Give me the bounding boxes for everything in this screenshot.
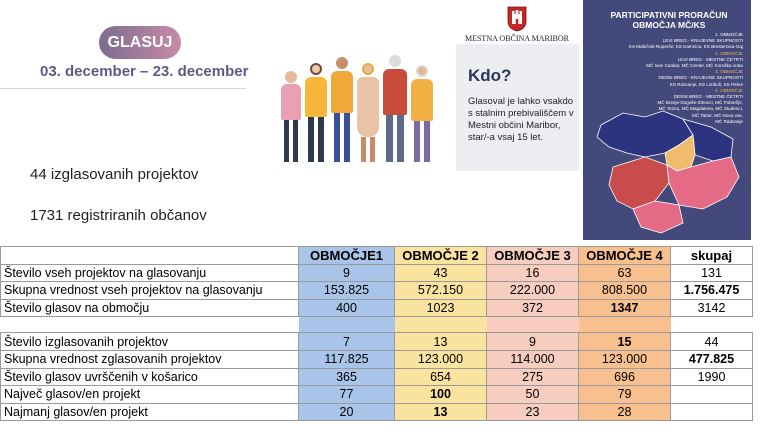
table-cell: 114.000 (487, 350, 579, 368)
map-legend-line: DESNI BREG - KRAJEVNE SKUPNOSTI (658, 75, 743, 81)
table-row (1, 368, 753, 386)
voted-projects-stat: 44 izglasovanih projektov (30, 166, 199, 183)
map-legend-line: 4. OBMOČJE (715, 87, 743, 93)
map-legend-line: LEVI BREG - KRAJEVNE SKUPNOSTI (662, 38, 743, 44)
row-label: Skupna vrednost zglasovanih projektov (1, 350, 299, 368)
table-cell: 222.000 (487, 282, 579, 300)
table-header-cell: OBMOČJE 4 (579, 247, 671, 265)
area-map-poster (583, 0, 751, 240)
row-label: Število vseh projektov na glasovanju (1, 264, 299, 282)
table-cell: 44 (671, 333, 753, 351)
map-legend-line: 1. OBMOČJE (715, 32, 743, 37)
table-row (1, 386, 753, 404)
table-cell: 654 (395, 368, 487, 386)
table-cell: 808.500 (579, 282, 671, 300)
municipality-logo (462, 6, 572, 46)
table-cell: 50 (487, 386, 579, 404)
table-row (1, 333, 753, 351)
table-header-cell: OBMOČJE 2 (395, 247, 487, 265)
date-range: 03. december – 23. december (40, 63, 249, 80)
table-row (1, 264, 753, 282)
table-cell: 20 (299, 403, 395, 421)
table-header-cell (1, 247, 299, 265)
map-legend-line: MČ Tabor, MČ Nova vas, (692, 112, 743, 118)
table-cell: 77 (299, 386, 395, 404)
table-cell: 1990 (671, 368, 753, 386)
municipality-name: MESTNA OBČINA MARIBOR (464, 34, 569, 43)
row-label: Število izglasovanih projektov (1, 333, 299, 351)
table-cell: 100 (395, 386, 487, 404)
table-cell: 365 (299, 368, 395, 386)
table-cell: 123.000 (579, 350, 671, 368)
spacer-cell (579, 317, 671, 333)
table-cell: 400 (299, 299, 395, 317)
map-title-line2: OBMOČJA MČ/KS (632, 20, 706, 30)
table-cell: 9 (487, 333, 579, 351)
spacer-cell (487, 317, 579, 333)
table-cell: 117.825 (299, 350, 395, 368)
table-row (1, 282, 753, 300)
spacer-cell (671, 317, 753, 333)
vote-banner (6, 4, 249, 86)
map-legend-line: MČ Brezje-Dogoše-Zrkovci, MČ Pobrežje, (657, 100, 743, 106)
table-header-cell: skupaj (671, 247, 753, 265)
table-cell: 1.756.475 (671, 282, 753, 300)
coat-of-arms-icon (507, 6, 527, 32)
spacer-cell (299, 317, 395, 333)
map-legend-line: 3. OBMOČJE (715, 69, 743, 75)
map-legend-line: LEVI BREG - MESTNE ČETRTI (677, 56, 743, 62)
row-label: Število glasov uvrščenih v košarico (1, 368, 299, 386)
map-area-3 (609, 157, 669, 209)
people-illustration (272, 44, 455, 171)
table-row (1, 299, 753, 317)
map-legend-line: DESNI BREG - MESTNE ČETRTI (673, 94, 743, 99)
municipality-map (583, 105, 751, 240)
table-header-cell: OBMOČJE1 (299, 247, 395, 265)
eligibility-title: Kdo? (468, 66, 512, 85)
table-row (1, 403, 753, 421)
table-spacer-row (1, 317, 753, 333)
map-title (609, 10, 729, 30)
row-label: Največ glasov/en projekt (1, 386, 299, 404)
table-row (1, 350, 753, 368)
row-label: Število glasov na območju (1, 299, 299, 317)
table-cell: 696 (579, 368, 671, 386)
table-cell: 79 (579, 386, 671, 404)
row-label: Skupna vrednost vseh projektov na glasovanju (1, 282, 299, 300)
table-cell: 572.150 (395, 282, 487, 300)
map-title-line1: PARTICIPATIVNI PRORAČUN (610, 10, 728, 20)
eligibility-text: Glasoval je lahko vsakdo s stalnim prebivališčem v Mestni občini Maribor, star/-a vsaj 15 let. (468, 96, 574, 143)
map-legend-line: MČ Ivan Cankar, MČ Center, MČ Koroška vrata (646, 63, 743, 68)
table-cell: 1023 (395, 299, 487, 317)
table-cell: 477.825 (671, 350, 753, 368)
table-header-row (1, 247, 753, 265)
table-cell: 16 (487, 264, 579, 282)
banner-divider (0, 88, 246, 89)
table-cell: 153.825 (299, 282, 395, 300)
table-cell: 43 (395, 264, 487, 282)
table-header-cell: OBMOČJE 3 (487, 247, 579, 265)
table-cell: 275 (487, 368, 579, 386)
table-cell (671, 386, 753, 404)
spacer-cell (1, 317, 299, 333)
registered-citizens-stat: 1731 registriranih občanov (30, 207, 207, 224)
map-legend-line: MČ Tezno, MČ Magdalena, MČ Studenci, (658, 106, 743, 112)
eligibility-panel (456, 44, 579, 171)
table-cell: 123.000 (395, 350, 487, 368)
table-cell: 131 (671, 264, 753, 282)
table-cell: 23 (487, 403, 579, 421)
map-legend-line: MČ Radvanje (715, 118, 743, 124)
table-cell: 15 (579, 333, 671, 351)
table-cell: 3142 (671, 299, 753, 317)
spacer-cell (395, 317, 487, 333)
table-cell: 13 (395, 333, 487, 351)
map-legend-line: 2. OBMOČJE (715, 50, 743, 56)
map-legend-line: KS Malečnik-Ruperče, KS Kamnica, KS Bresternica-Gaj (628, 44, 743, 50)
table-cell: 9 (299, 264, 395, 282)
map-legend-line: KS Razvanje, KS Limbuš, KS Pekre (669, 81, 743, 87)
table-cell: 1347 (579, 299, 671, 317)
table-cell: 372 (487, 299, 579, 317)
table-cell: 28 (579, 403, 671, 421)
table-cell: 13 (395, 403, 487, 421)
table-cell (671, 403, 753, 421)
table-cell: 63 (579, 264, 671, 282)
vote-button[interactable]: GLASUJ (99, 26, 181, 59)
row-label: Najmanj glasov/en projekt (1, 403, 299, 421)
table-cell: 7 (299, 333, 395, 351)
results-table (0, 246, 753, 421)
